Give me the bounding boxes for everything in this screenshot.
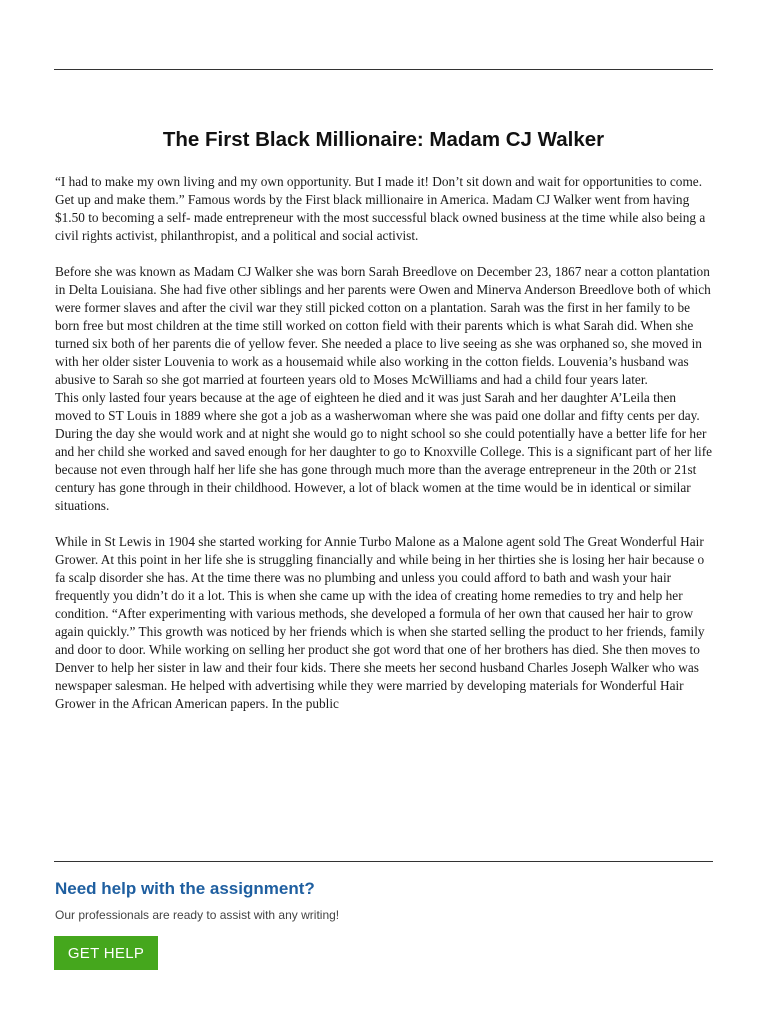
document-body [55, 173, 715, 713]
cta-subtext: Our professionals are ready to assist with any writing! [55, 908, 340, 922]
document-title: The First Black Millionaire: Madam CJ Walker [162, 128, 605, 151]
cta-heading: Need help with the assignment? [55, 879, 315, 898]
paragraph-early-life: Before she was known as Madam CJ Walker she was born Sarah Breedlove on December 23, 1867 near a cotton plantation in Delta Louisiana. She had five other siblings and her parents were Owen and Minerva Anderson Breedlove both of which were former slaves and after the civil war they still picked cotton on a plantation. Sarah was the first in her family to be born free but most children at the time still worked on cotton field with their parents which is what Sarah did. When she turned six both of her parents die of yellow fever. She needed a place to live seeing as she was orphaned so, she moved in with her older sister Louvenia to work as a housemaid while also working in the cotton fields. Louvenia’s husband was abusive to Sarah so she got married at fourteen years old to Moses McWilliams and had a child four years later. [55, 264, 711, 387]
bottom-divider [54, 861, 713, 862]
top-divider [54, 69, 713, 70]
paragraph-st-louis: This only lasted four years because at the age of eighteen he died and it was just Sarah and her daughter A’Leila then moved to ST Louis in 1889 where she got a job as a washerwoman where she was paid one dollar and fifty cents per day. During the day she would work and at night she would go to night school so she could potentially have a better life for her and her child she worked and saved enough for her daughter to go to Knoxville College. This is a significant part of her life because not even through half her life she has gone through much more than the average entrepreneur in the 20th or 21st century has gone through in their childhood. However, a lot of black women at the time would be in identical or similar situations. [55, 390, 713, 513]
paragraph-intro: “I had to make my own living and my own opportunity. But I made it! Don’t sit down and wait for opportunities to come. Get up and make them.” Famous words by the First black millionaire in America. Madam CJ Walker went from having $1.50 to becoming a self- made entrepreneur with the most successful black owned business at the time while also being a civil rights activist, philanthropist, and a political and social activist. [55, 174, 706, 243]
paragraph-hair-grower: While in St Lewis in 1904 she started working for Annie Turbo Malone as a Malone agent sold The Great Wonderful Hair Grower. At this point in her life she is struggling financially and while being in her thirties she is losing her hair because o fa scalp disorder she has. At the time there was no plumbing and unless you could afford to bath and wash your hair frequently you didn’t do it a lot. This is when she came up with the idea of creating home remedies to try and help her condition. “After experimenting with various methods, she developed a formula of her own that caused her hair to grow again quickly.” This growth was noticed by her friends which is when she started selling the product to her friends, family and door to door. While working on selling her product she got word that one of her brothers has died. She then moves to Denver to help her sister in law and their four kids. There she meets her second husband Charles Joseph Walker who was newspaper salesman. He helped with advertising while they were married by developing materials for Wonderful Hair Grower in the African American papers. In the public [55, 534, 705, 711]
get-help-button[interactable]: GET HELP [54, 936, 158, 970]
